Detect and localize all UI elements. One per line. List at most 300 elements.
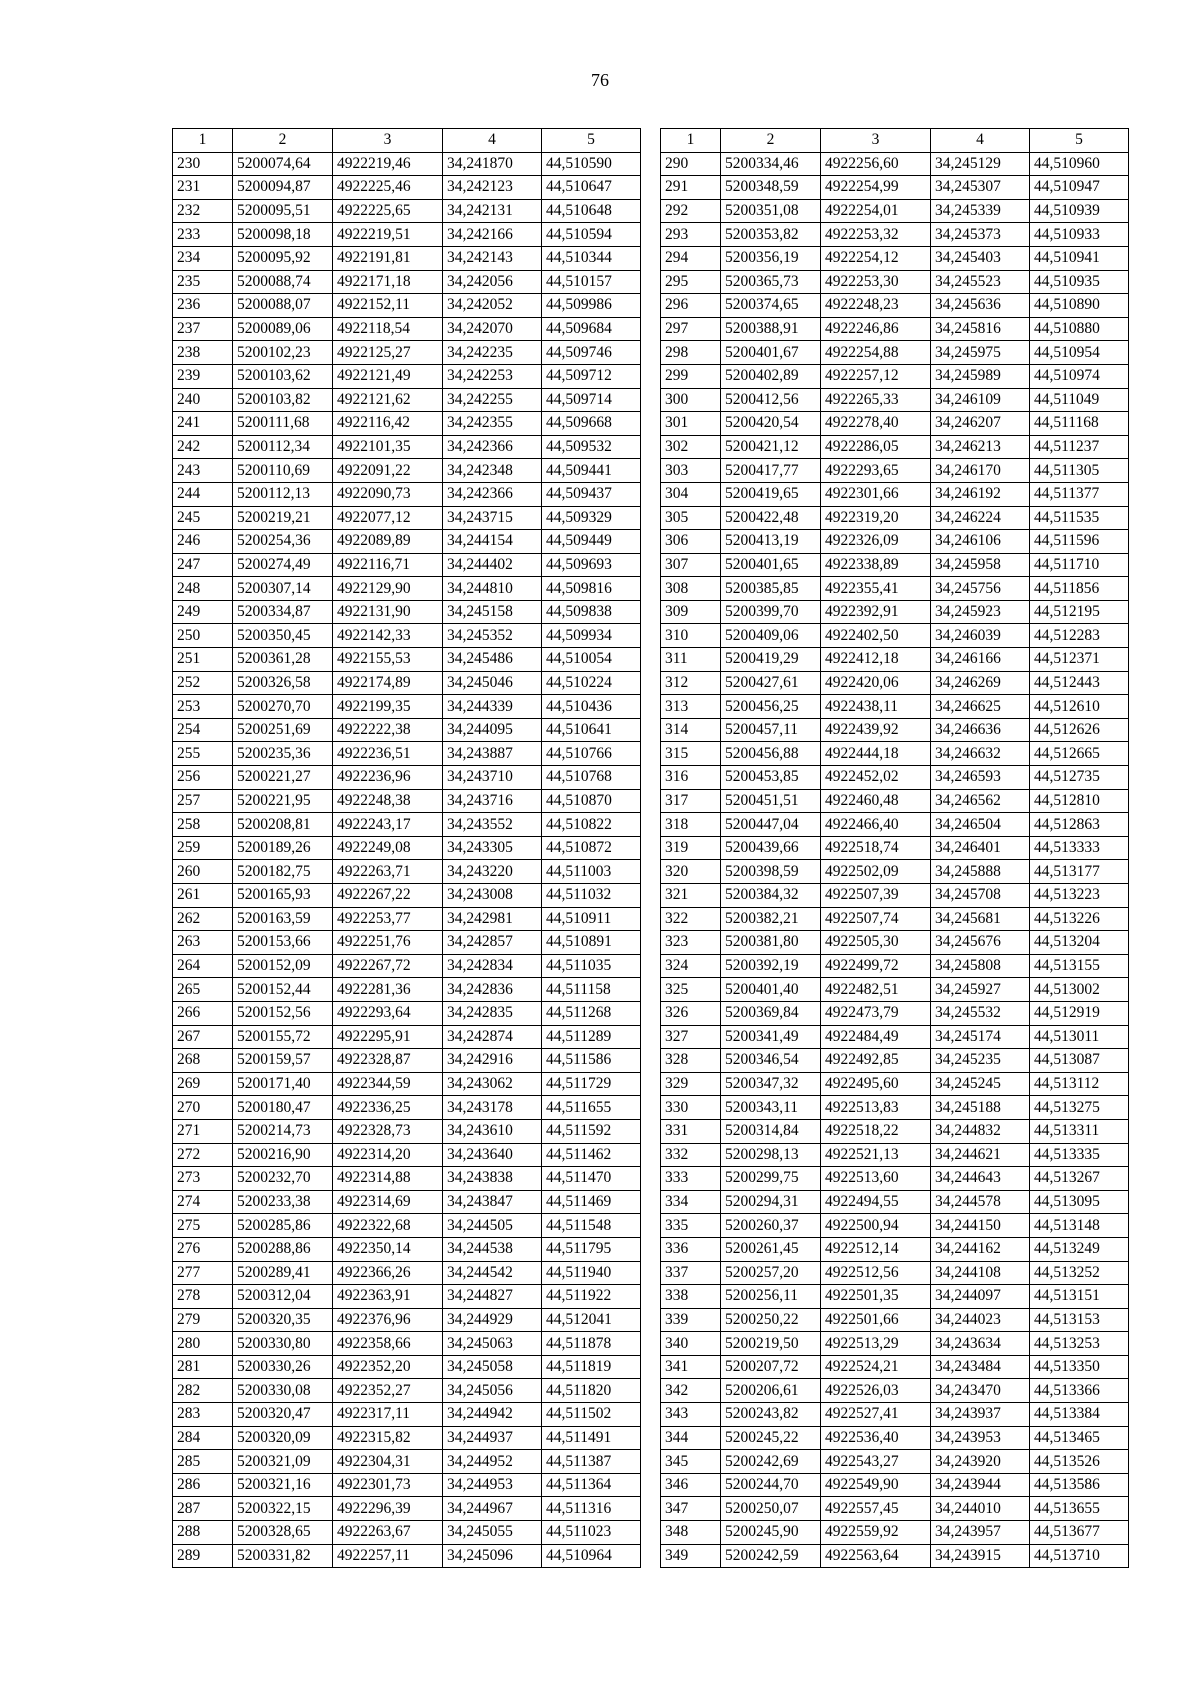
table-cell: 44,510939 <box>1030 199 1129 223</box>
table-cell: 341 <box>661 1355 721 1379</box>
table-cell: 246 <box>173 530 233 554</box>
table-row <box>173 1332 641 1356</box>
table-cell: 44,513335 <box>1030 1143 1129 1167</box>
table-cell: 4922543,27 <box>821 1450 931 1474</box>
table-row <box>661 648 1129 672</box>
table-cell: 44,513710 <box>1030 1544 1129 1568</box>
table-row <box>661 1096 1129 1120</box>
page-number: 76 <box>591 70 609 90</box>
table-cell: 34,243915 <box>931 1544 1030 1568</box>
table-cell: 44,510648 <box>542 199 641 223</box>
table-cell: 34,242123 <box>443 176 542 200</box>
table-cell: 44,511729 <box>542 1072 641 1096</box>
table-row <box>173 1025 641 1049</box>
table-cell: 4922278,40 <box>821 412 931 436</box>
table-cell: 34,242052 <box>443 294 542 318</box>
table-cell: 5200098,18 <box>233 223 333 247</box>
table-cell: 4922513,83 <box>821 1096 931 1120</box>
table-row <box>173 789 641 813</box>
table-row <box>173 317 641 341</box>
table-cell: 5200420,54 <box>721 412 821 436</box>
table-cell: 44,512810 <box>1030 789 1129 813</box>
table-cell: 34,242835 <box>443 1001 542 1025</box>
table-cell: 337 <box>661 1261 721 1285</box>
table-cell: 296 <box>661 294 721 318</box>
table-cell: 5200409,06 <box>721 624 821 648</box>
table-cell: 5200427,61 <box>721 671 821 695</box>
table-row <box>173 813 641 837</box>
table-row <box>661 766 1129 790</box>
table-row <box>661 223 1129 247</box>
table-row <box>173 1473 641 1497</box>
table-row <box>661 954 1129 978</box>
table-cell: 34,244010 <box>931 1497 1030 1521</box>
table-cell: 5200457,11 <box>721 718 821 742</box>
table-cell: 34,245056 <box>443 1379 542 1403</box>
table-row <box>173 1355 641 1379</box>
table-cell: 34,242874 <box>443 1025 542 1049</box>
table-cell: 277 <box>173 1261 233 1285</box>
table-cell: 44,511502 <box>542 1403 641 1427</box>
table-cell: 4922253,77 <box>333 907 443 931</box>
table-cell: 34,246039 <box>931 624 1030 648</box>
table-cell: 280 <box>173 1332 233 1356</box>
table-cell: 44,513350 <box>1030 1355 1129 1379</box>
table-cell: 289 <box>173 1544 233 1568</box>
table-cell: 44,511592 <box>542 1119 641 1143</box>
table-cell: 44,510960 <box>1030 152 1129 176</box>
table-row <box>173 176 641 200</box>
table-cell: 4922089,89 <box>333 530 443 554</box>
column-header: 4 <box>443 129 542 153</box>
table-cell: 4922494,55 <box>821 1190 931 1214</box>
table-cell: 5200221,27 <box>233 766 333 790</box>
table-cell: 34,246401 <box>931 836 1030 860</box>
table-row <box>173 1544 641 1568</box>
table-cell: 5200402,89 <box>721 364 821 388</box>
table-cell: 34,243305 <box>443 836 542 860</box>
table-cell: 4922236,96 <box>333 766 443 790</box>
table-row <box>661 152 1129 176</box>
table-cell: 282 <box>173 1379 233 1403</box>
table-cell: 4922225,65 <box>333 199 443 223</box>
table-cell: 4922557,45 <box>821 1497 931 1521</box>
table-cell: 5200384,32 <box>721 884 821 908</box>
table-cell: 4922495,60 <box>821 1072 931 1096</box>
table-cell: 34,244942 <box>443 1403 542 1427</box>
table-cell: 44,513177 <box>1030 860 1129 884</box>
table-cell: 34,245055 <box>443 1521 542 1545</box>
table-cell: 44,511168 <box>1030 412 1129 436</box>
table-row <box>661 1143 1129 1167</box>
table-cell: 44,513311 <box>1030 1119 1129 1143</box>
table-cell: 44,513677 <box>1030 1521 1129 1545</box>
table-cell: 5200453,85 <box>721 766 821 790</box>
table-cell: 5200417,77 <box>721 459 821 483</box>
table-cell: 235 <box>173 270 233 294</box>
table-cell: 4922125,27 <box>333 341 443 365</box>
table-cell: 5200254,36 <box>233 530 333 554</box>
table-cell: 4922243,17 <box>333 813 443 837</box>
table-row <box>661 695 1129 719</box>
table-cell: 44,510054 <box>542 648 641 672</box>
table-cell: 4922505,30 <box>821 931 931 955</box>
table-cell: 333 <box>661 1167 721 1191</box>
table-cell: 4922518,74 <box>821 836 931 860</box>
table-cell: 5200221,95 <box>233 789 333 813</box>
table-row <box>173 1261 641 1285</box>
table-row <box>173 1001 641 1025</box>
table-cell: 247 <box>173 553 233 577</box>
table-cell: 34,244929 <box>443 1308 542 1332</box>
table-cell: 44,510941 <box>1030 246 1129 270</box>
table-cell: 44,509441 <box>542 459 641 483</box>
table-cell: 34,242366 <box>443 482 542 506</box>
table-cell: 4922513,60 <box>821 1167 931 1191</box>
table-cell: 34,242857 <box>443 931 542 955</box>
table-cell: 44,511856 <box>1030 577 1129 601</box>
table-row <box>173 860 641 884</box>
table-cell: 4922191,81 <box>333 246 443 270</box>
table-cell: 4922502,09 <box>821 860 931 884</box>
table-row <box>173 506 641 530</box>
table-cell: 4922248,38 <box>333 789 443 813</box>
table-cell: 230 <box>173 152 233 176</box>
table-row <box>661 176 1129 200</box>
table-cell: 4922101,35 <box>333 435 443 459</box>
table-cell: 5200171,40 <box>233 1072 333 1096</box>
table-cell: 5200152,09 <box>233 954 333 978</box>
table-cell: 5200320,09 <box>233 1426 333 1450</box>
table-cell: 288 <box>173 1521 233 1545</box>
table-cell: 4922263,67 <box>333 1521 443 1545</box>
table-cell: 299 <box>661 364 721 388</box>
table-row <box>661 884 1129 908</box>
table-cell: 44,511268 <box>542 1001 641 1025</box>
table-cell: 239 <box>173 364 233 388</box>
table-cell: 346 <box>661 1473 721 1497</box>
table-cell: 44,513011 <box>1030 1025 1129 1049</box>
table-cell: 5200155,72 <box>233 1025 333 1049</box>
table-cell: 44,510870 <box>542 789 641 813</box>
table-cell: 34,243710 <box>443 766 542 790</box>
table-cell: 5200152,44 <box>233 978 333 1002</box>
table-cell: 5200112,34 <box>233 435 333 459</box>
table-row <box>173 600 641 624</box>
table-cell: 34,246504 <box>931 813 1030 837</box>
table-cell: 44,509693 <box>542 553 641 577</box>
table-cell: 44,511655 <box>542 1096 641 1120</box>
table-row <box>661 1072 1129 1096</box>
table-cell: 4922315,82 <box>333 1426 443 1450</box>
table-cell: 34,243887 <box>443 742 542 766</box>
table-row <box>173 199 641 223</box>
table-cell: 44,513655 <box>1030 1497 1129 1521</box>
table-cell: 34,244023 <box>931 1308 1030 1332</box>
table-cell: 44,512195 <box>1030 600 1129 624</box>
table-cell: 34,242131 <box>443 199 542 223</box>
table-row <box>173 1167 641 1191</box>
table-cell: 34,243847 <box>443 1190 542 1214</box>
table-cell: 34,243634 <box>931 1332 1030 1356</box>
table-cell: 4922473,79 <box>821 1001 931 1025</box>
table-row <box>661 907 1129 931</box>
column-header: 1 <box>173 129 233 153</box>
table-cell: 34,244953 <box>443 1473 542 1497</box>
table-cell: 309 <box>661 600 721 624</box>
table-cell: 5200392,19 <box>721 954 821 978</box>
table-cell: 34,245129 <box>931 152 1030 176</box>
table-cell: 339 <box>661 1308 721 1332</box>
table-row <box>661 1119 1129 1143</box>
table-cell: 34,245676 <box>931 931 1030 955</box>
table-cell: 5200103,62 <box>233 364 333 388</box>
table-row <box>661 1521 1129 1545</box>
table-cell: 34,244578 <box>931 1190 1030 1214</box>
table-cell: 244 <box>173 482 233 506</box>
table-cell: 4922219,51 <box>333 223 443 247</box>
table-cell: 4922301,66 <box>821 482 931 506</box>
table-cell: 5200422,48 <box>721 506 821 530</box>
table-cell: 5200111,68 <box>233 412 333 436</box>
table-cell: 5200163,59 <box>233 907 333 931</box>
table-cell: 44,510157 <box>542 270 641 294</box>
table-cell: 34,244108 <box>931 1261 1030 1285</box>
table-cell: 5200095,92 <box>233 246 333 270</box>
table-cell: 34,243953 <box>931 1426 1030 1450</box>
table-cell: 34,244505 <box>443 1214 542 1238</box>
table-cell: 4922518,22 <box>821 1119 931 1143</box>
table-cell: 4922129,90 <box>333 577 443 601</box>
table-cell: 4922225,46 <box>333 176 443 200</box>
table-cell: 5200165,93 <box>233 884 333 908</box>
table-cell: 44,511596 <box>1030 530 1129 554</box>
table-cell: 34,242348 <box>443 459 542 483</box>
table-cell: 4922267,72 <box>333 954 443 978</box>
table-cell: 238 <box>173 341 233 365</box>
table-cell: 44,512371 <box>1030 648 1129 672</box>
table-row <box>661 246 1129 270</box>
table-cell: 5200328,65 <box>233 1521 333 1545</box>
table-cell: 329 <box>661 1072 721 1096</box>
table-cell: 44,510647 <box>542 176 641 200</box>
table-cell: 4922254,99 <box>821 176 931 200</box>
table-cell: 266 <box>173 1001 233 1025</box>
table-cell: 34,245636 <box>931 294 1030 318</box>
table-cell: 5200421,12 <box>721 435 821 459</box>
table-row <box>661 1190 1129 1214</box>
table-cell: 34,246593 <box>931 766 1030 790</box>
table-row <box>173 1379 641 1403</box>
table-cell: 4922352,27 <box>333 1379 443 1403</box>
table-cell: 5200356,19 <box>721 246 821 270</box>
table-cell: 5200334,87 <box>233 600 333 624</box>
table-row <box>173 1426 641 1450</box>
table-cell: 4922355,41 <box>821 577 931 601</box>
table-row <box>661 1237 1129 1261</box>
table-cell: 4922314,20 <box>333 1143 443 1167</box>
table-cell: 34,245174 <box>931 1025 1030 1049</box>
table-cell: 34,245923 <box>931 600 1030 624</box>
table-row <box>661 459 1129 483</box>
table-cell: 34,245373 <box>931 223 1030 247</box>
table-cell: 5200314,84 <box>721 1119 821 1143</box>
table-cell: 252 <box>173 671 233 695</box>
table-row <box>661 742 1129 766</box>
table-cell: 314 <box>661 718 721 742</box>
table-cell: 287 <box>173 1497 233 1521</box>
table-cell: 5200330,80 <box>233 1332 333 1356</box>
table-cell: 44,513204 <box>1030 931 1129 955</box>
table-row <box>661 1001 1129 1025</box>
table-cell: 264 <box>173 954 233 978</box>
table-cell: 334 <box>661 1190 721 1214</box>
table-cell: 4922263,71 <box>333 860 443 884</box>
table-cell: 302 <box>661 435 721 459</box>
table-cell: 34,242070 <box>443 317 542 341</box>
table-row <box>661 600 1129 624</box>
table-cell: 44,510947 <box>1030 176 1129 200</box>
table-cell: 248 <box>173 577 233 601</box>
table-cell: 34,243716 <box>443 789 542 813</box>
table-cell: 4922336,25 <box>333 1096 443 1120</box>
table-row <box>173 341 641 365</box>
table-cell: 44,510344 <box>542 246 641 270</box>
table-cell: 44,513153 <box>1030 1308 1129 1332</box>
table-cell: 4922254,01 <box>821 199 931 223</box>
table-cell: 44,513155 <box>1030 954 1129 978</box>
table-cell: 34,243062 <box>443 1072 542 1096</box>
table-cell: 4922116,71 <box>333 553 443 577</box>
table-cell: 34,246636 <box>931 718 1030 742</box>
table-cell: 292 <box>661 199 721 223</box>
table-cell: 258 <box>173 813 233 837</box>
table-cell: 44,509329 <box>542 506 641 530</box>
table-row <box>661 1332 1129 1356</box>
table-cell: 300 <box>661 388 721 412</box>
table-cell: 34,242255 <box>443 388 542 412</box>
table-cell: 34,246632 <box>931 742 1030 766</box>
table-cell: 5200330,26 <box>233 1355 333 1379</box>
table-row <box>173 412 641 436</box>
table-cell: 44,513586 <box>1030 1473 1129 1497</box>
table-cell: 44,511878 <box>542 1332 641 1356</box>
table-cell: 5200095,51 <box>233 199 333 223</box>
column-header: 2 <box>233 129 333 153</box>
table-cell: 5200294,31 <box>721 1190 821 1214</box>
table-row <box>661 1426 1129 1450</box>
table-cell: 4922253,32 <box>821 223 931 247</box>
table-cell: 278 <box>173 1285 233 1309</box>
table-cell: 4922549,90 <box>821 1473 931 1497</box>
table-cell: 331 <box>661 1119 721 1143</box>
table-cell: 44,512283 <box>1030 624 1129 648</box>
table-cell: 305 <box>661 506 721 530</box>
table-row <box>661 199 1129 223</box>
table-cell: 44,510594 <box>542 223 641 247</box>
table-cell: 44,513275 <box>1030 1096 1129 1120</box>
table-cell: 44,511035 <box>542 954 641 978</box>
table-cell: 4922484,49 <box>821 1025 931 1049</box>
table-cell: 5200299,75 <box>721 1167 821 1191</box>
table-row <box>173 553 641 577</box>
table-cell: 34,245096 <box>443 1544 542 1568</box>
table-cell: 4922420,06 <box>821 671 931 695</box>
table-cell: 349 <box>661 1544 721 1568</box>
table-cell: 4922338,89 <box>821 553 931 577</box>
table-cell: 268 <box>173 1049 233 1073</box>
table-row <box>173 1190 641 1214</box>
table-cell: 4922248,23 <box>821 294 931 318</box>
table-cell: 44,512863 <box>1030 813 1129 837</box>
table-cell: 44,510891 <box>542 931 641 955</box>
coordinates-table-right <box>660 128 1129 1568</box>
table-cell: 4922317,11 <box>333 1403 443 1427</box>
table-cell: 4922142,33 <box>333 624 443 648</box>
table-cell: 5200312,04 <box>233 1285 333 1309</box>
table-row <box>661 813 1129 837</box>
table-cell: 253 <box>173 695 233 719</box>
table-cell: 4922251,76 <box>333 931 443 955</box>
table-cell: 335 <box>661 1214 721 1238</box>
table-cell: 307 <box>661 553 721 577</box>
table-cell: 4922296,39 <box>333 1497 443 1521</box>
table-cell: 44,511289 <box>542 1025 641 1049</box>
table-row <box>173 482 641 506</box>
table-cell: 44,510911 <box>542 907 641 931</box>
table-cell: 5200331,82 <box>233 1544 333 1568</box>
table-cell: 265 <box>173 978 233 1002</box>
table-cell: 34,244150 <box>931 1214 1030 1238</box>
table-cell: 44,509684 <box>542 317 641 341</box>
table-cell: 4922439,92 <box>821 718 931 742</box>
table-cell: 5200274,49 <box>233 553 333 577</box>
table-cell: 34,242143 <box>443 246 542 270</box>
table-cell: 326 <box>661 1001 721 1025</box>
table-cell: 5200365,73 <box>721 270 821 294</box>
table-row <box>661 836 1129 860</box>
table-cell: 44,511316 <box>542 1497 641 1521</box>
table-cell: 5200369,84 <box>721 1001 821 1025</box>
table-cell: 34,242355 <box>443 412 542 436</box>
table-cell: 4922293,64 <box>333 1001 443 1025</box>
table-cell: 4922077,12 <box>333 506 443 530</box>
table-cell: 44,513333 <box>1030 836 1129 860</box>
table-cell: 4922267,22 <box>333 884 443 908</box>
table-cell: 306 <box>661 530 721 554</box>
table-cell: 4922295,91 <box>333 1025 443 1049</box>
table-row <box>173 742 641 766</box>
table-cell: 5200398,59 <box>721 860 821 884</box>
table-cell: 4922171,18 <box>333 270 443 294</box>
table-cell: 4922512,14 <box>821 1237 931 1261</box>
table-cell: 291 <box>661 176 721 200</box>
table-cell: 34,243610 <box>443 1119 542 1143</box>
table-cell: 4922314,88 <box>333 1167 443 1191</box>
table-row <box>661 789 1129 813</box>
table-row <box>173 624 641 648</box>
table-cell: 44,511032 <box>542 884 641 908</box>
table-cell: 4922376,96 <box>333 1308 443 1332</box>
table-row <box>173 530 641 554</box>
table-cell: 44,510890 <box>1030 294 1129 318</box>
column-header: 1 <box>661 129 721 153</box>
table-cell: 34,245307 <box>931 176 1030 200</box>
table-row <box>661 482 1129 506</box>
table-row <box>173 1450 641 1474</box>
table-cell: 34,246207 <box>931 412 1030 436</box>
table-cell: 34,245403 <box>931 246 1030 270</box>
